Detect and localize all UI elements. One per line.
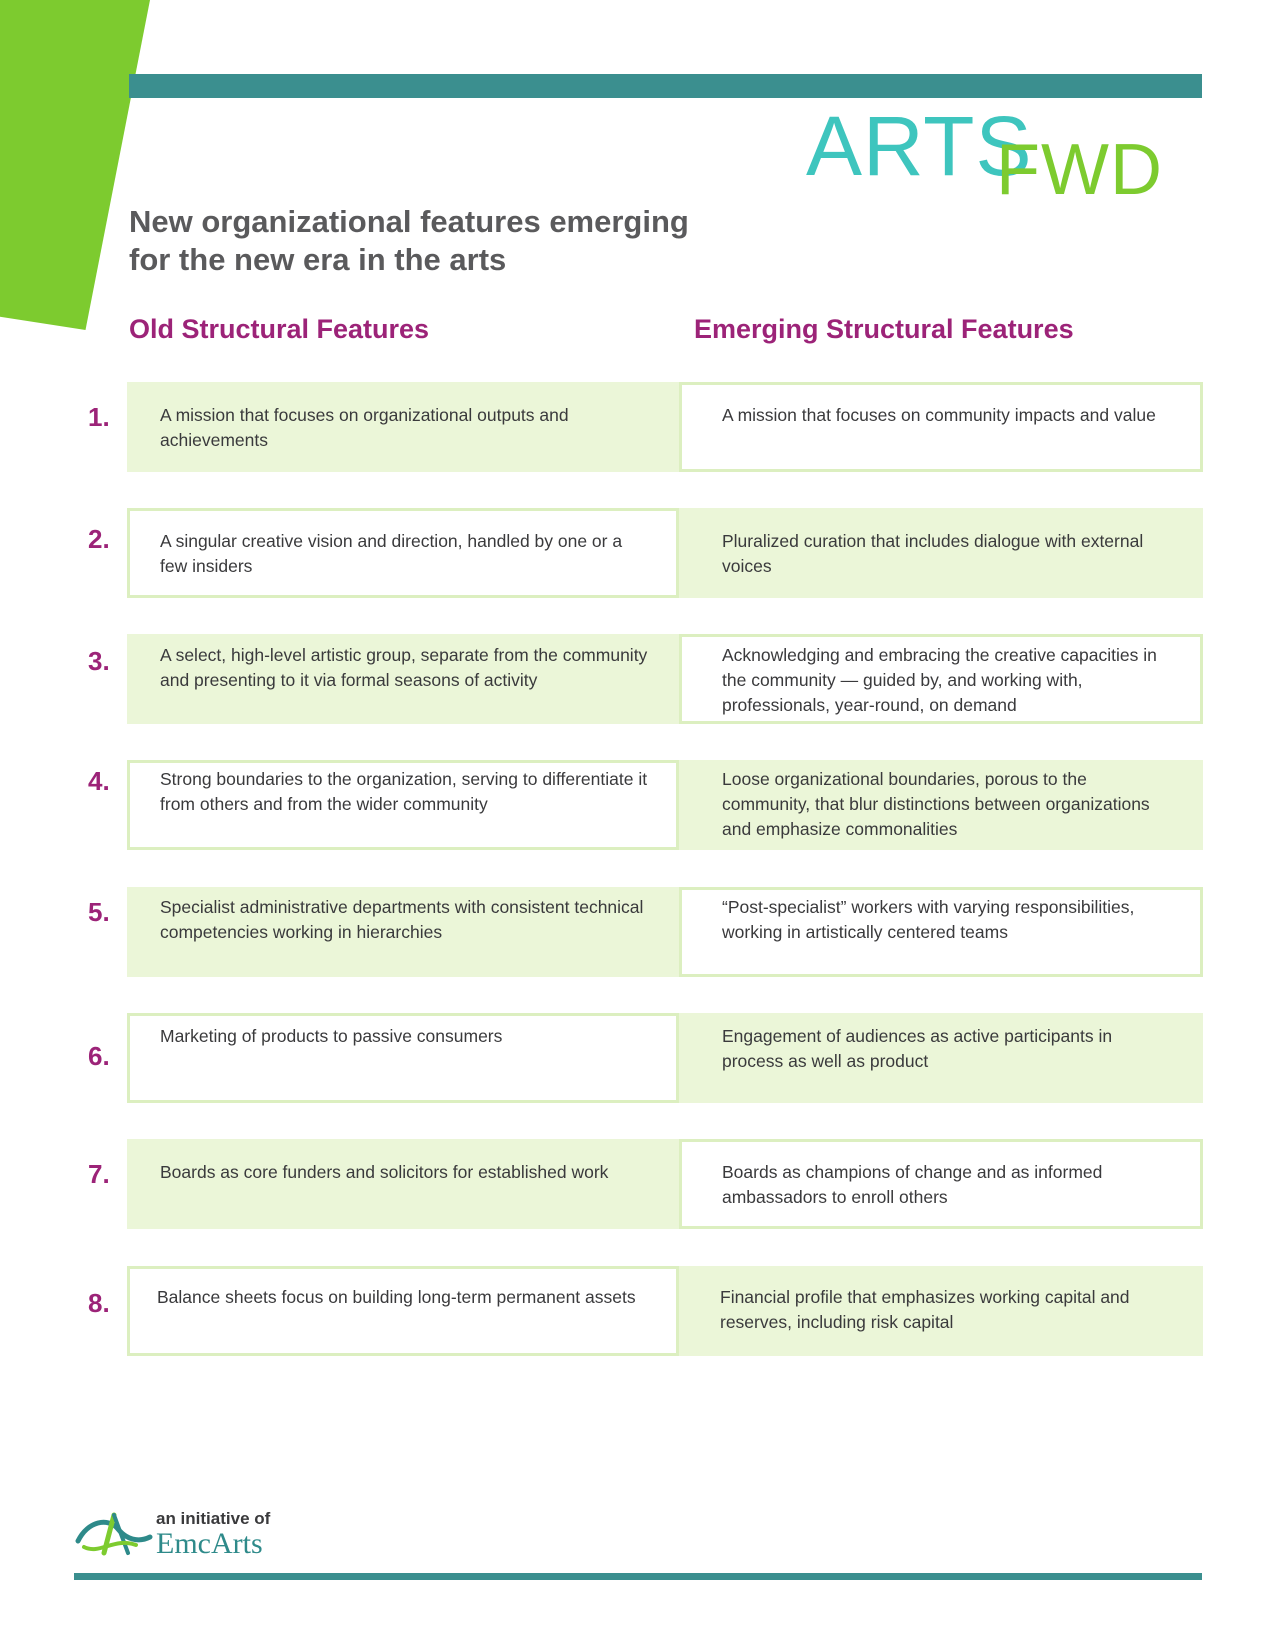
row-number: 3.	[88, 646, 110, 676]
emerging-features-heading: Emerging Structural Features	[694, 314, 1074, 344]
footer-emcarts-text: EmcArts	[156, 1527, 263, 1560]
emcarts-footer-logo	[74, 1505, 314, 1565]
table-row	[0, 760, 1275, 850]
table-row	[0, 1266, 1275, 1356]
table-row	[0, 1013, 1275, 1103]
footer-initiative-text: an initiative of	[156, 1509, 271, 1528]
table-row	[0, 508, 1275, 598]
emerging-feature-cell: Loose organizational boundaries, porous to the community, that blur distinctions between organizations and emphasize commonalities	[679, 760, 1203, 850]
old-feature-cell: Balance sheets focus on building long-term permanent assets	[127, 1266, 679, 1356]
old-feature-cell: A mission that focuses on organizational outputs and achievements	[127, 382, 679, 472]
old-feature-cell: Boards as core funders and solicitors for established work	[127, 1139, 679, 1229]
table-row	[0, 634, 1275, 724]
emerging-feature-cell: “Post-specialist” workers with varying responsibilities, working in artistically centered teams	[679, 887, 1203, 977]
emcarts-swirl-icon	[74, 1507, 154, 1559]
old-feature-cell: A select, high-level artistic group, separate from the community and presenting to it via formal seasons of activity	[127, 634, 679, 724]
old-feature-cell: Specialist administrative departments with consistent technical competencies working in hierarchies	[127, 887, 679, 977]
row-number: 6.	[88, 1041, 110, 1071]
title-line-1: New organizational features emerging	[129, 204, 689, 239]
table-row	[0, 1139, 1275, 1229]
row-number: 2.	[88, 524, 110, 554]
emerging-feature-cell: Financial profile that emphasizes working capital and reserves, including risk capital	[679, 1266, 1203, 1356]
title-line-2: for the new era in the arts	[129, 242, 507, 277]
emerging-feature-cell: Engagement of audiences as active participants in process as well as product	[679, 1013, 1203, 1103]
table-row	[0, 382, 1275, 472]
row-number: 1.	[88, 402, 110, 432]
old-features-heading: Old Structural Features	[129, 314, 430, 344]
logo-fwd-text: FWD	[996, 130, 1163, 210]
emerging-feature-cell: Pluralized curation that includes dialogue with external voices	[679, 508, 1203, 598]
row-number: 7.	[88, 1159, 110, 1189]
emerging-feature-cell: Boards as champions of change and as informed ambassadors to enroll others	[679, 1139, 1203, 1229]
bottom-teal-bar	[74, 1573, 1202, 1580]
row-number: 4.	[88, 766, 110, 796]
logo-arts-text: ARTS	[806, 99, 1033, 193]
table-row	[0, 887, 1275, 977]
emerging-feature-cell: A mission that focuses on community impacts and value	[679, 382, 1203, 472]
old-feature-cell: Strong boundaries to the organization, serving to differentiate it from others and from the wider community	[127, 760, 679, 850]
emerging-feature-cell: Acknowledging and embracing the creative capacities in the community — guided by, and working with, professionals, year-round, on demand	[679, 634, 1203, 724]
row-number: 8.	[88, 1288, 110, 1318]
old-feature-cell: A singular creative vision and direction, handled by one or a few insiders	[127, 508, 679, 598]
row-number: 5.	[88, 897, 110, 927]
old-feature-cell: Marketing of products to passive consumers	[127, 1013, 679, 1103]
